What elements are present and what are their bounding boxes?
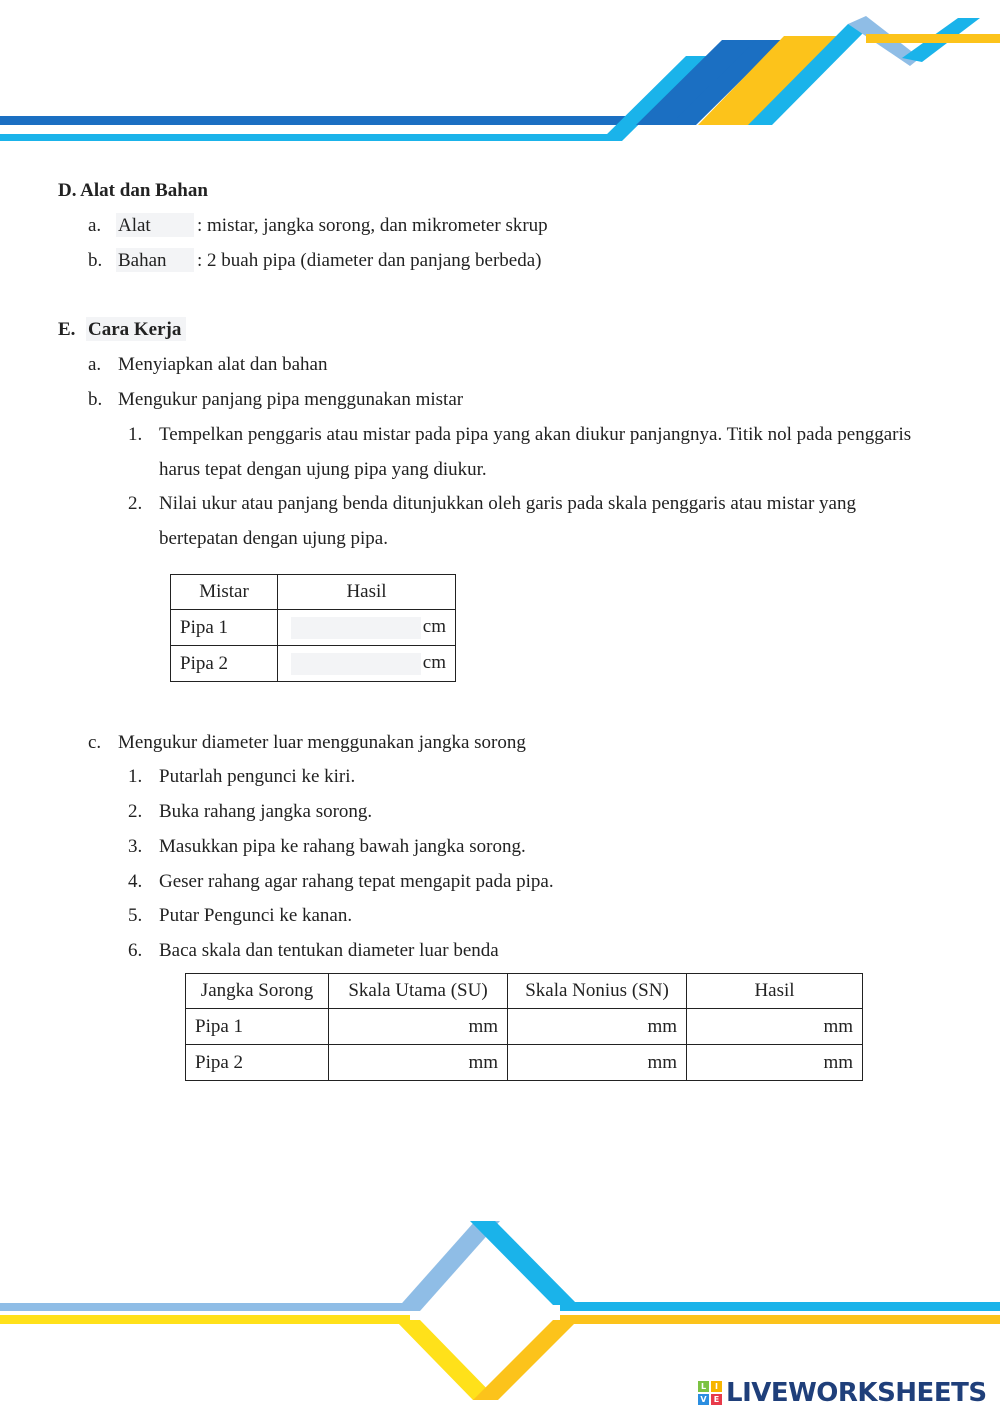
footer-yellow-stripe-left [0, 1315, 410, 1324]
mistar-row-label: Pipa 2 [171, 646, 278, 682]
step-c4-text: Geser rahang agar rahang tepat mengapit pada pipa. [159, 871, 554, 892]
liveworksheets-logo [698, 1378, 987, 1408]
footer-pale-blue-stripe-left [0, 1303, 410, 1311]
jangka-header-jangka-sorong: Jangka Sorong [186, 974, 329, 1009]
section-d-item-b-label: Bahan [118, 250, 167, 271]
mistar-hasil-cell [278, 610, 456, 646]
footer-yellow-stripe-right [560, 1315, 1000, 1324]
jangka-header-skala-nonius: Skala Nonius (SN) [508, 974, 687, 1009]
mistar-hasil-cell [278, 646, 456, 682]
step-b2-line2: bertepatan dengan ujung pipa. [159, 528, 388, 549]
step-c5-text: Putar Pengunci ke kanan. [159, 905, 353, 926]
logo-cube-letter: V [698, 1394, 709, 1405]
jangka-header-hasil: Hasil [687, 974, 863, 1009]
jangka-sorong-table [185, 973, 863, 1081]
hasil-cell[interactable]: mm [687, 1045, 863, 1081]
section-d-item-a-label: Alat [118, 215, 151, 236]
step-c6-marker: 6. [128, 940, 143, 961]
jangka-header-skala-utama: Skala Utama (SU) [329, 974, 508, 1009]
step-b1-marker: 1. [128, 424, 143, 445]
step-c3-text: Masukkan pipa ke rahang bawah jangka sorong. [159, 836, 526, 857]
footer-yellow-diagonal-left [395, 1320, 498, 1400]
unit-label: cm [422, 652, 446, 674]
step-c2-marker: 2. [128, 801, 143, 822]
step-a-text: Menyiapkan alat dan bahan [118, 354, 328, 375]
section-d-item-a-value: : mistar, jangka sorong, dan mikrometer skrup [197, 215, 548, 236]
mistar-row-label: Pipa 1 [171, 610, 278, 646]
logo-text: LIVEWORKSHEETS [726, 1378, 987, 1408]
footer-blue-diagonal-right [470, 1221, 578, 1305]
mistar-header-mistar: Mistar [171, 575, 278, 610]
step-c1-marker: 1. [128, 766, 143, 787]
table-row [186, 1045, 863, 1081]
step-c5-marker: 5. [128, 905, 143, 926]
table-row [171, 610, 456, 646]
step-c1-text: Putarlah pengunci ke kiri. [159, 766, 356, 787]
step-c4-marker: 4. [128, 871, 143, 892]
header-dark-blue-stripe [0, 116, 640, 125]
header-yellow-top-stripe [866, 34, 1000, 43]
mistar-table [170, 574, 456, 682]
table-row [186, 1009, 863, 1045]
step-b1-line1: Tempelkan penggaris atau mistar pada pipa yang akan diukur panjangnya. Titik nol pada penggaris [159, 424, 912, 445]
mistar-header-hasil: Hasil [278, 575, 456, 610]
step-b-text: Mengukur panjang pipa menggunakan mistar [118, 389, 464, 410]
step-c-marker: c. [88, 732, 102, 753]
header-decoration [0, 0, 1000, 150]
su-cell[interactable]: mm [329, 1045, 508, 1081]
unit-label: cm [422, 616, 446, 638]
jangka-row-label: Pipa 2 [186, 1045, 329, 1081]
logo-cube-letter: I [711, 1381, 722, 1392]
logo-cube-icon [698, 1381, 722, 1405]
answer-input-box[interactable] [291, 617, 421, 639]
step-c2-text: Buka rahang jangka sorong. [159, 801, 373, 822]
step-c-text: Mengukur diameter luar menggunakan jangka sorong [118, 732, 526, 753]
answer-input-box[interactable] [291, 653, 421, 675]
logo-cube-letter: L [698, 1381, 709, 1392]
step-a-marker: a. [88, 354, 102, 375]
step-b1-line2: harus tepat dengan ujung pipa yang diukur. [159, 459, 487, 480]
section-e-heading: Cara Kerja [88, 319, 182, 340]
section-e-marker: E. [58, 319, 76, 340]
step-c3-marker: 3. [128, 836, 143, 857]
footer-yellow-diagonal-right [473, 1320, 578, 1400]
logo-cube-letter: E [711, 1394, 722, 1405]
table-row [171, 646, 456, 682]
mistar-table-header-row [171, 575, 456, 610]
jangka-table-header-row [186, 974, 863, 1009]
section-d-item-b-value: : 2 buah pipa (diameter dan panjang berbeda) [197, 250, 542, 271]
su-cell[interactable]: mm [329, 1009, 508, 1045]
step-b-marker: b. [88, 389, 103, 410]
hasil-cell[interactable]: mm [687, 1009, 863, 1045]
sn-cell[interactable]: mm [508, 1009, 687, 1045]
step-b2-marker: 2. [128, 493, 143, 514]
step-c6-text: Baca skala dan tentukan diameter luar benda [159, 940, 499, 961]
header-light-blue-stripe [0, 134, 620, 141]
footer-blue-stripe-right [560, 1302, 1000, 1311]
sn-cell[interactable]: mm [508, 1045, 687, 1081]
jangka-row-label: Pipa 1 [186, 1009, 329, 1045]
section-d-item-b-marker: b. [88, 250, 103, 271]
section-d-item-a-marker: a. [88, 215, 102, 236]
step-b2-line1: Nilai ukur atau panjang benda ditunjukkan oleh garis pada skala penggaris atau mistar yang [159, 493, 856, 514]
section-d-heading: D. Alat dan Bahan [58, 180, 208, 201]
